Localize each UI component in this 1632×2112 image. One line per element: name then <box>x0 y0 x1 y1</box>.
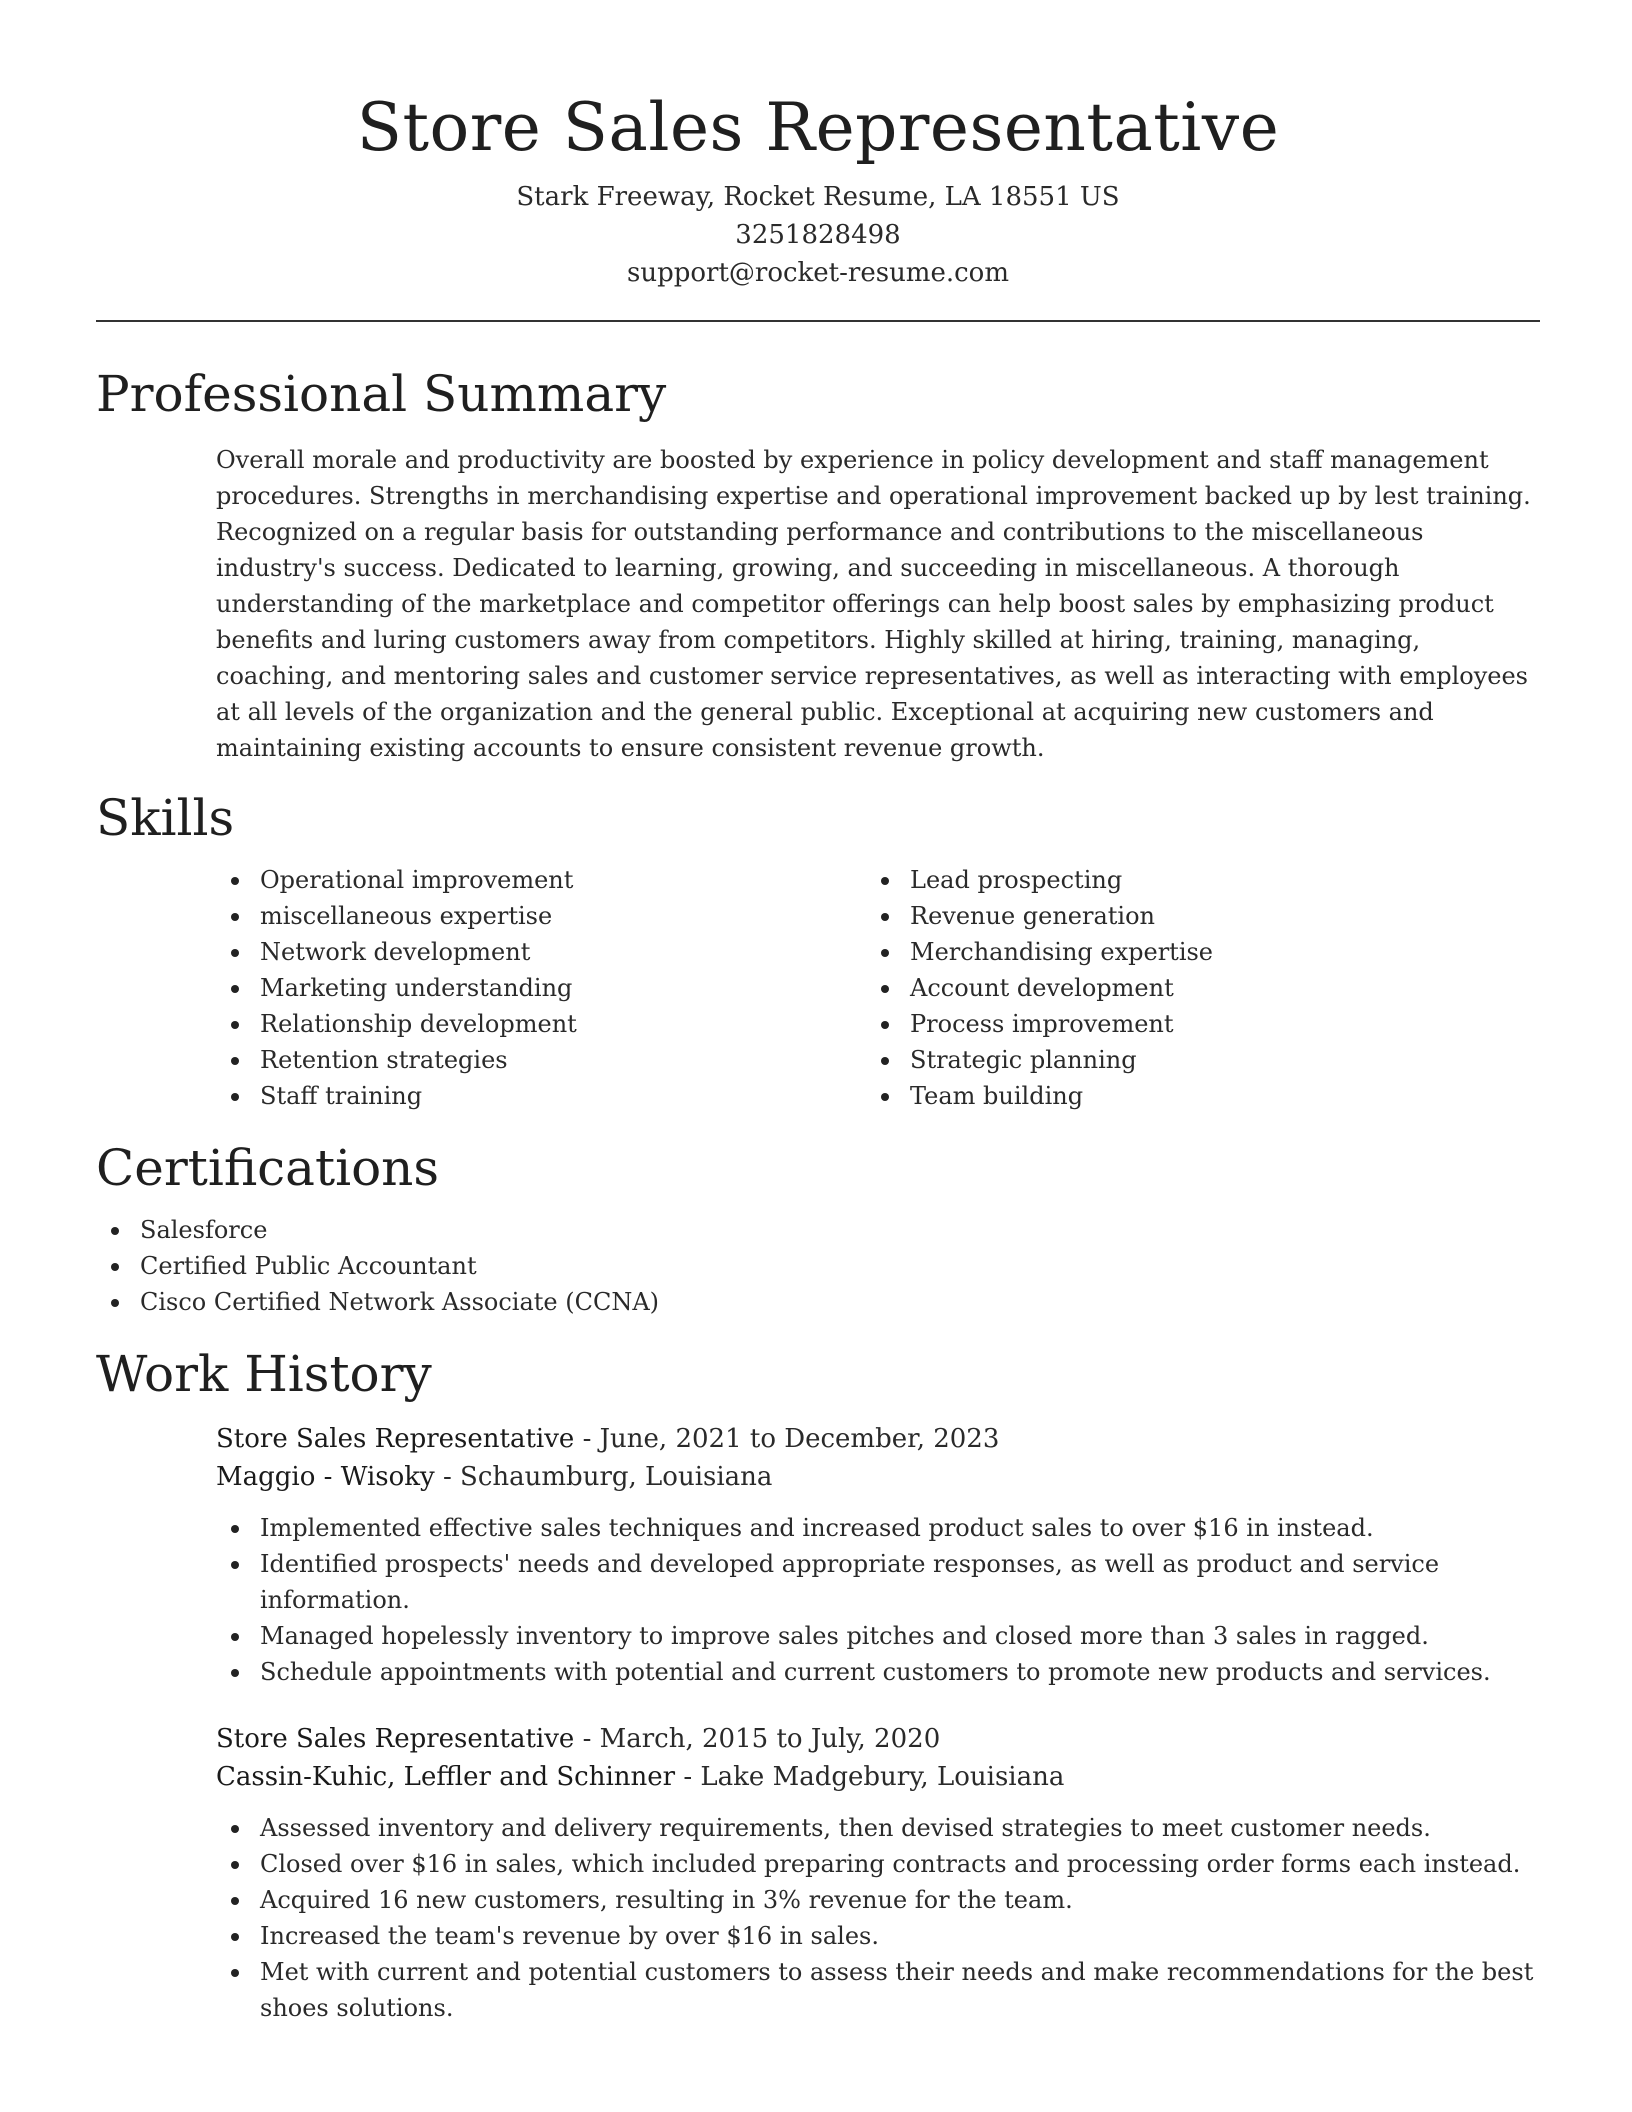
contact-phone: 3251828498 <box>735 220 901 250</box>
job-bullet: Increased the team's revenue by over $16 in sales. <box>216 1918 1540 1954</box>
job-title-line <box>216 1720 1540 1758</box>
job-dates: - June, 2021 to December, 2023 <box>574 1424 1000 1454</box>
skill-item: Lead prospecting <box>866 862 1516 898</box>
skill-item: Staff training <box>216 1078 866 1114</box>
job-dates: - March, 2015 to July, 2020 <box>574 1724 941 1754</box>
skill-item: Account development <box>866 970 1516 1006</box>
certification-item: Certified Public Accountant <box>96 1248 1540 1284</box>
job-entry <box>216 1720 1540 2026</box>
job-bullets <box>216 1510 1540 1690</box>
contact-address: Stark Freeway, Rocket Resume, LA 18551 US <box>516 182 1120 212</box>
skill-item: Operational improvement <box>216 862 866 898</box>
skills-list-right <box>866 862 1516 1114</box>
work-history-title: Work History <box>96 1345 432 1403</box>
job-bullets <box>216 1810 1540 2026</box>
job-bullet: Assessed inventory and delivery requirements, then devised strategies to meet customer needs. <box>216 1810 1540 1846</box>
skill-item: Team building <box>866 1078 1516 1114</box>
skill-item: Revenue generation <box>866 898 1516 934</box>
certification-item: Salesforce <box>96 1212 1540 1248</box>
job-company-line <box>216 1458 1540 1496</box>
contact-email: support@rocket-resume.com <box>626 258 1009 288</box>
skills-list-left <box>216 862 866 1114</box>
job-title-line <box>216 1420 1540 1458</box>
job-location: - Lake Madgebury, Louisiana <box>675 1762 1065 1792</box>
job-bullet: Closed over $16 in sales, which included preparing contracts and processing order forms each instead. <box>216 1846 1540 1882</box>
resume-page <box>96 0 1540 2026</box>
skill-item: Marketing understanding <box>216 970 866 1006</box>
job-bullet: Met with current and potential customers to assess their needs and make recommendations for the best shoes solutions. <box>216 1954 1540 2026</box>
job-entry <box>216 1420 1540 1690</box>
skill-item: Relationship development <box>216 1006 866 1042</box>
work-history-section <box>96 1342 1540 2026</box>
certification-item: Cisco Certified Network Associate (CCNA) <box>96 1284 1540 1320</box>
skills-column-right <box>866 862 1516 1114</box>
header-divider <box>96 320 1540 322</box>
skill-item: Merchandising expertise <box>866 934 1516 970</box>
contact-block <box>96 178 1540 292</box>
job-title: Store Sales Representative <box>216 1424 575 1454</box>
summary-text: Overall morale and productivity are boosted by experience in policy development and staff management procedures. Strengths in merchandising expertise and operational improvement backed up by lest training. Recognized on a regular basis for outstanding performance and contributions to the miscellaneous industry's success. Dedicated to learning, growing, and succeeding in miscellaneous. A thorough understanding of the marketplace and competitor offerings can help boost sales by emphasizing product benefits and luring customers away from competitors. Highly skilled at hiring, training, managing, coaching, and mentoring sales and customer service representatives, as well as interacting with employees at all levels of the organization and the general public. Exceptional at acquiring new customers and maintaining existing accounts to ensure consistent revenue growth. <box>216 446 1531 762</box>
certifications-title: Certifications <box>96 1139 440 1197</box>
job-bullet: Schedule appointments with potential and current customers to promote new products and services. <box>216 1654 1540 1690</box>
resume-name: Store Sales Representative <box>356 89 1280 166</box>
skills-title: Skills <box>96 789 235 847</box>
job-company: Cassin-Kuhic, Leffler and Schinner <box>216 1762 676 1792</box>
job-company-line <box>216 1758 1540 1796</box>
skills-column-left <box>216 862 866 1114</box>
skill-item: Retention strategies <box>216 1042 866 1078</box>
skill-item: Process improvement <box>866 1006 1516 1042</box>
summary-section <box>96 362 1540 766</box>
skill-item: miscellaneous expertise <box>216 898 866 934</box>
certifications-list <box>96 1212 1540 1320</box>
skill-item: Strategic planning <box>866 1042 1516 1078</box>
skill-item: Network development <box>216 934 866 970</box>
job-title: Store Sales Representative <box>216 1724 575 1754</box>
resume-header <box>96 0 1540 292</box>
summary-title: Professional Summary <box>96 365 667 423</box>
certifications-section <box>96 1136 1540 1320</box>
job-bullet: Identified prospects' needs and developed appropriate responses, as well as product and service information. <box>216 1546 1540 1618</box>
job-company: Maggio - Wisoky <box>216 1462 435 1492</box>
skills-columns <box>216 862 1540 1114</box>
job-location: - Schaumburg, Louisiana <box>434 1462 773 1492</box>
job-bullet: Managed hopelessly inventory to improve sales pitches and closed more than 3 sales in ragged. <box>216 1618 1540 1654</box>
job-bullet: Acquired 16 new customers, resulting in 3% revenue for the team. <box>216 1882 1540 1918</box>
skills-section <box>96 786 1540 1114</box>
job-bullet: Implemented effective sales techniques and increased product sales to over $16 in instead. <box>216 1510 1540 1546</box>
